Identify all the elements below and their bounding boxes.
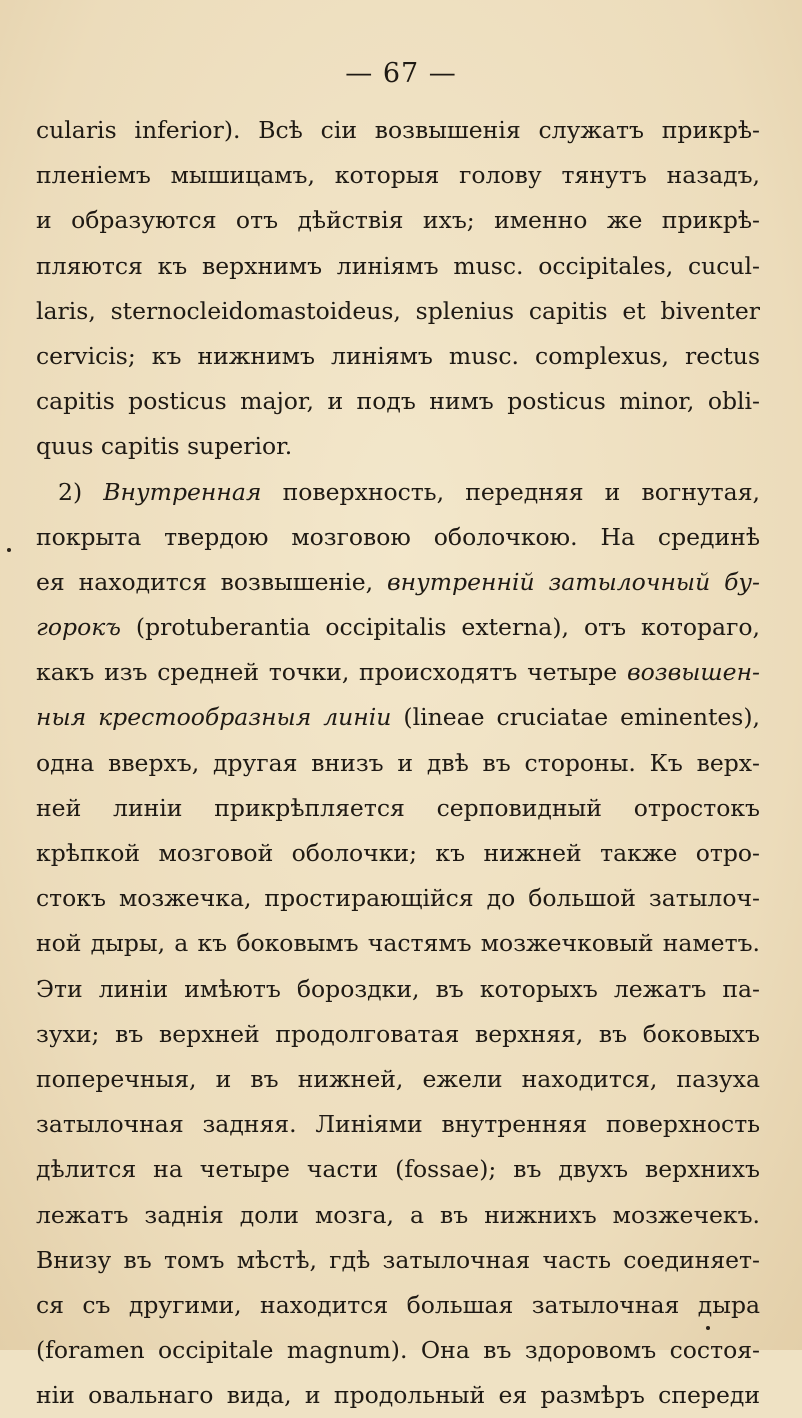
body-text — [36, 108, 760, 1418]
text-line: покрыта твердою мозговою оболочкою. На срединѣ — [36, 522, 760, 551]
text-line: ніи овальнаго вида, и продольный ея размѣръ спереди — [36, 1381, 760, 1410]
text-line: пляются къ верхнимъ линіямъ musc. occipitales, cucul- — [36, 251, 760, 280]
text-line: 2) Внутренная поверхность, передняя и вогнутая, — [58, 477, 760, 506]
text-line: ней линіи прикрѣпляется серповидный отростокъ — [36, 793, 760, 822]
text-line: ея находится возвышеніе, внутренній затылочный бу- — [36, 567, 760, 596]
text-line: горокъ (protuberantia occipitalis externa), отъ котораго, — [36, 613, 760, 642]
text-line: quus capitis superior. — [36, 432, 293, 461]
text-line: ся съ другими, находится большая затылочная дыра — [36, 1290, 760, 1319]
text-line: одна вверхъ, другая внизъ и двѣ въ стороны. Къ верх- — [36, 748, 760, 777]
ink-speck — [706, 1326, 710, 1330]
text-line: стокъ мозжечка, простирающійся до большой затылоч- — [36, 884, 760, 913]
page-number: — 67 — — [345, 58, 457, 89]
text-line: Внизу въ томъ мѣстѣ, гдѣ затылочная часть соединяет- — [36, 1245, 760, 1274]
text-line: поперечныя, и въ нижней, ежели находится, пазуха — [36, 1064, 760, 1093]
text-line: затылочная задняя. Линіями внутренняя поверхность — [36, 1110, 760, 1139]
text-line: пленіемъ мышицамъ, которыя голову тянутъ назадъ, — [36, 161, 760, 190]
ink-speck — [7, 548, 11, 552]
text-line: дѣлится на четыре части (fossae); въ двухъ верхнихъ — [36, 1155, 760, 1184]
text-line: лежатъ заднія доли мозга, а въ нижнихъ мозжечекъ. — [36, 1200, 760, 1229]
text-line: крѣпкой мозговой оболочки; къ нижней также отро- — [36, 839, 760, 867]
text-line: Эти линіи имѣютъ бороздки, въ которыхъ лежатъ па- — [36, 974, 760, 1003]
text-line: (foramen occipitale magnum). Она въ здоровомъ состоя- — [36, 1336, 760, 1365]
text-line: cularis inferior). Всѣ сіи возвышенія служатъ прикрѣ- — [36, 116, 760, 144]
text-line: ныя крестообразныя линіи (lineae cruciatae eminentes), — [36, 703, 760, 732]
text-line: и образуются отъ дѣйствія ихъ; именно же прикрѣ- — [36, 206, 760, 235]
text-line: ной дыры, а къ боковымъ частямъ мозжечковый наметъ. — [36, 929, 760, 958]
text-line: capitis posticus major, и подъ нимъ posticus minor, obli- — [36, 387, 760, 416]
text-line: какъ изъ средней точки, происходятъ четыре возвышен- — [36, 658, 760, 687]
text-line: laris, sternocleidomastoideus, splenius capitis et biventer — [36, 296, 760, 325]
text-line: cervicis; къ нижнимъ линіямъ musc. complexus, rectus — [36, 341, 760, 370]
text-line: зухи; въ верхней продолговатая верхняя, въ боковыхъ — [36, 1019, 760, 1048]
